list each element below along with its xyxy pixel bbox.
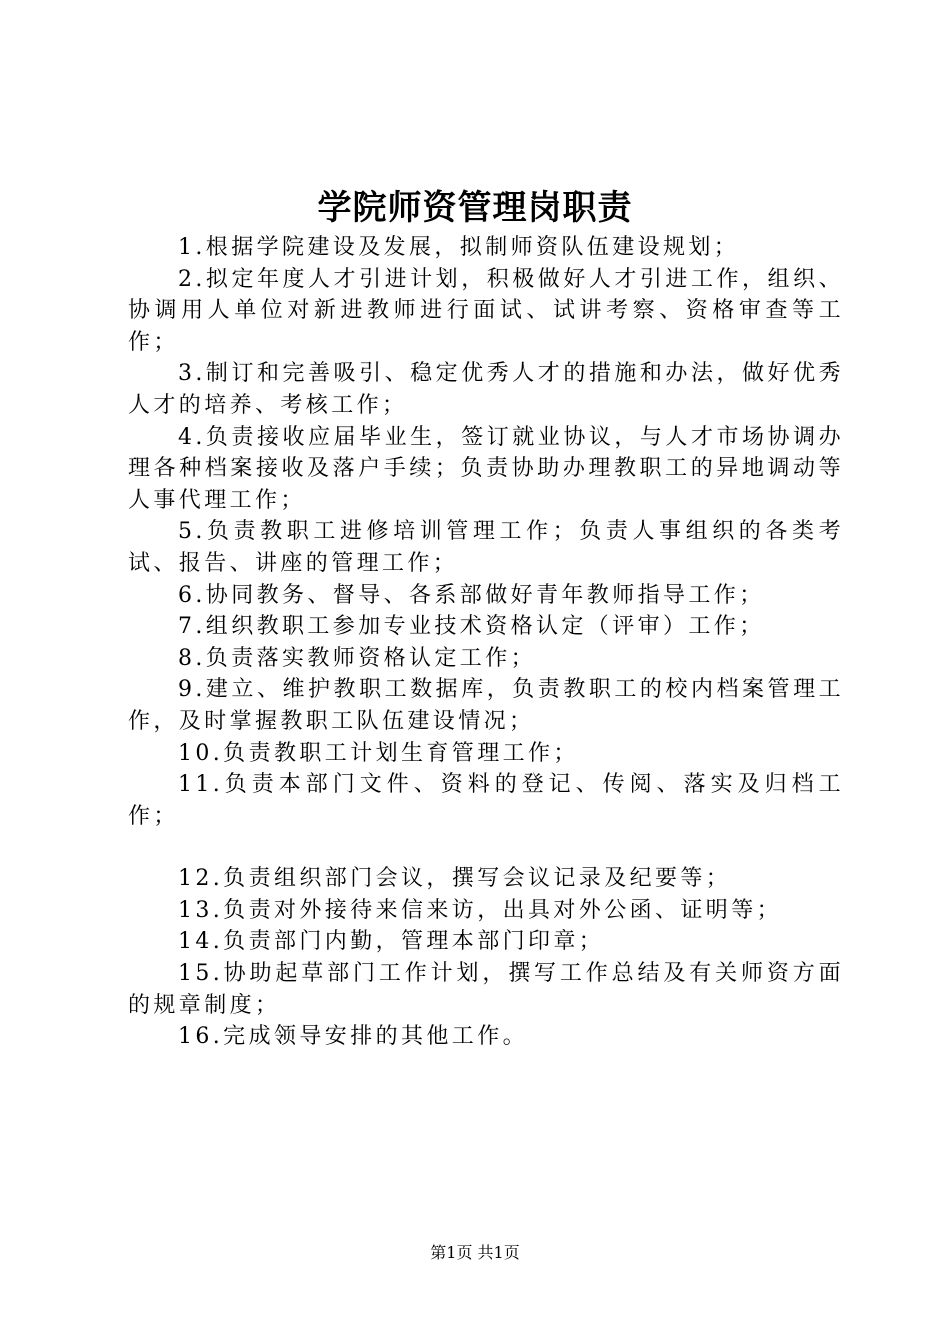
page-number-footer: 第1页 共1页 bbox=[430, 1243, 520, 1262]
duty-item-11: 11.负责本部门文件、资料的登记、传阅、落实及归档工作； bbox=[128, 772, 844, 829]
document-body bbox=[128, 232, 844, 1053]
duty-item-9: 9.建立、维护教职工数据库，负责教职工的校内档案管理工作，及时掌握教职工队伍建设情况； bbox=[128, 677, 844, 734]
duty-item-3: 3.制订和完善吸引、稳定优秀人才的措施和办法，做好优秀人才的培养、考核工作； bbox=[128, 361, 844, 418]
duty-item-5: 5.负责教职工进修培训管理工作；负责人事组织的各类考试、报告、讲座的管理工作； bbox=[128, 519, 844, 576]
duty-item-7: 7.组织教职工参加专业技术资格认定（评审）工作； bbox=[178, 614, 765, 640]
duty-item-2: 2.拟定年度人才引进计划，积极做好人才引进工作，组织、协调用人单位对新进教师进行面试、试讲考察、资格审查等工作； bbox=[128, 266, 844, 355]
duty-item-12: 12.负责组织部门会议，撰写会议记录及纪要等； bbox=[178, 866, 732, 892]
duty-item-10: 10.负责教职工计划生育管理工作； bbox=[178, 740, 579, 766]
page-title: 学院师资管理岗职责 bbox=[317, 188, 633, 228]
duty-item-1: 1.根据学院建设及发展，拟制师资队伍建设规划； bbox=[178, 235, 740, 260]
duty-item-4: 4.负责接收应届毕业生，签订就业协议，与人才市场协调办理各种档案接收及落户手续；负责协助办理教职工的异地调动等人事代理工作； bbox=[128, 424, 844, 513]
duty-item-14: 14.负责部门内勤，管理本部门印章； bbox=[178, 929, 605, 955]
duty-item-13: 13.负责对外接待来信来访，出具对外公函、证明等； bbox=[178, 897, 782, 923]
duty-item-15: 15.协助起草部门工作计划，撰写工作总结及有关师资方面的规章制度； bbox=[128, 961, 844, 1018]
duty-item-8: 8.负责落实教师资格认定工作； bbox=[178, 645, 536, 671]
duty-item-6: 6.协同教务、督导、各系部做好青年教师指导工作； bbox=[178, 582, 765, 608]
duty-item-16: 16.完成领导安排的其他工作。 bbox=[178, 1024, 528, 1050]
